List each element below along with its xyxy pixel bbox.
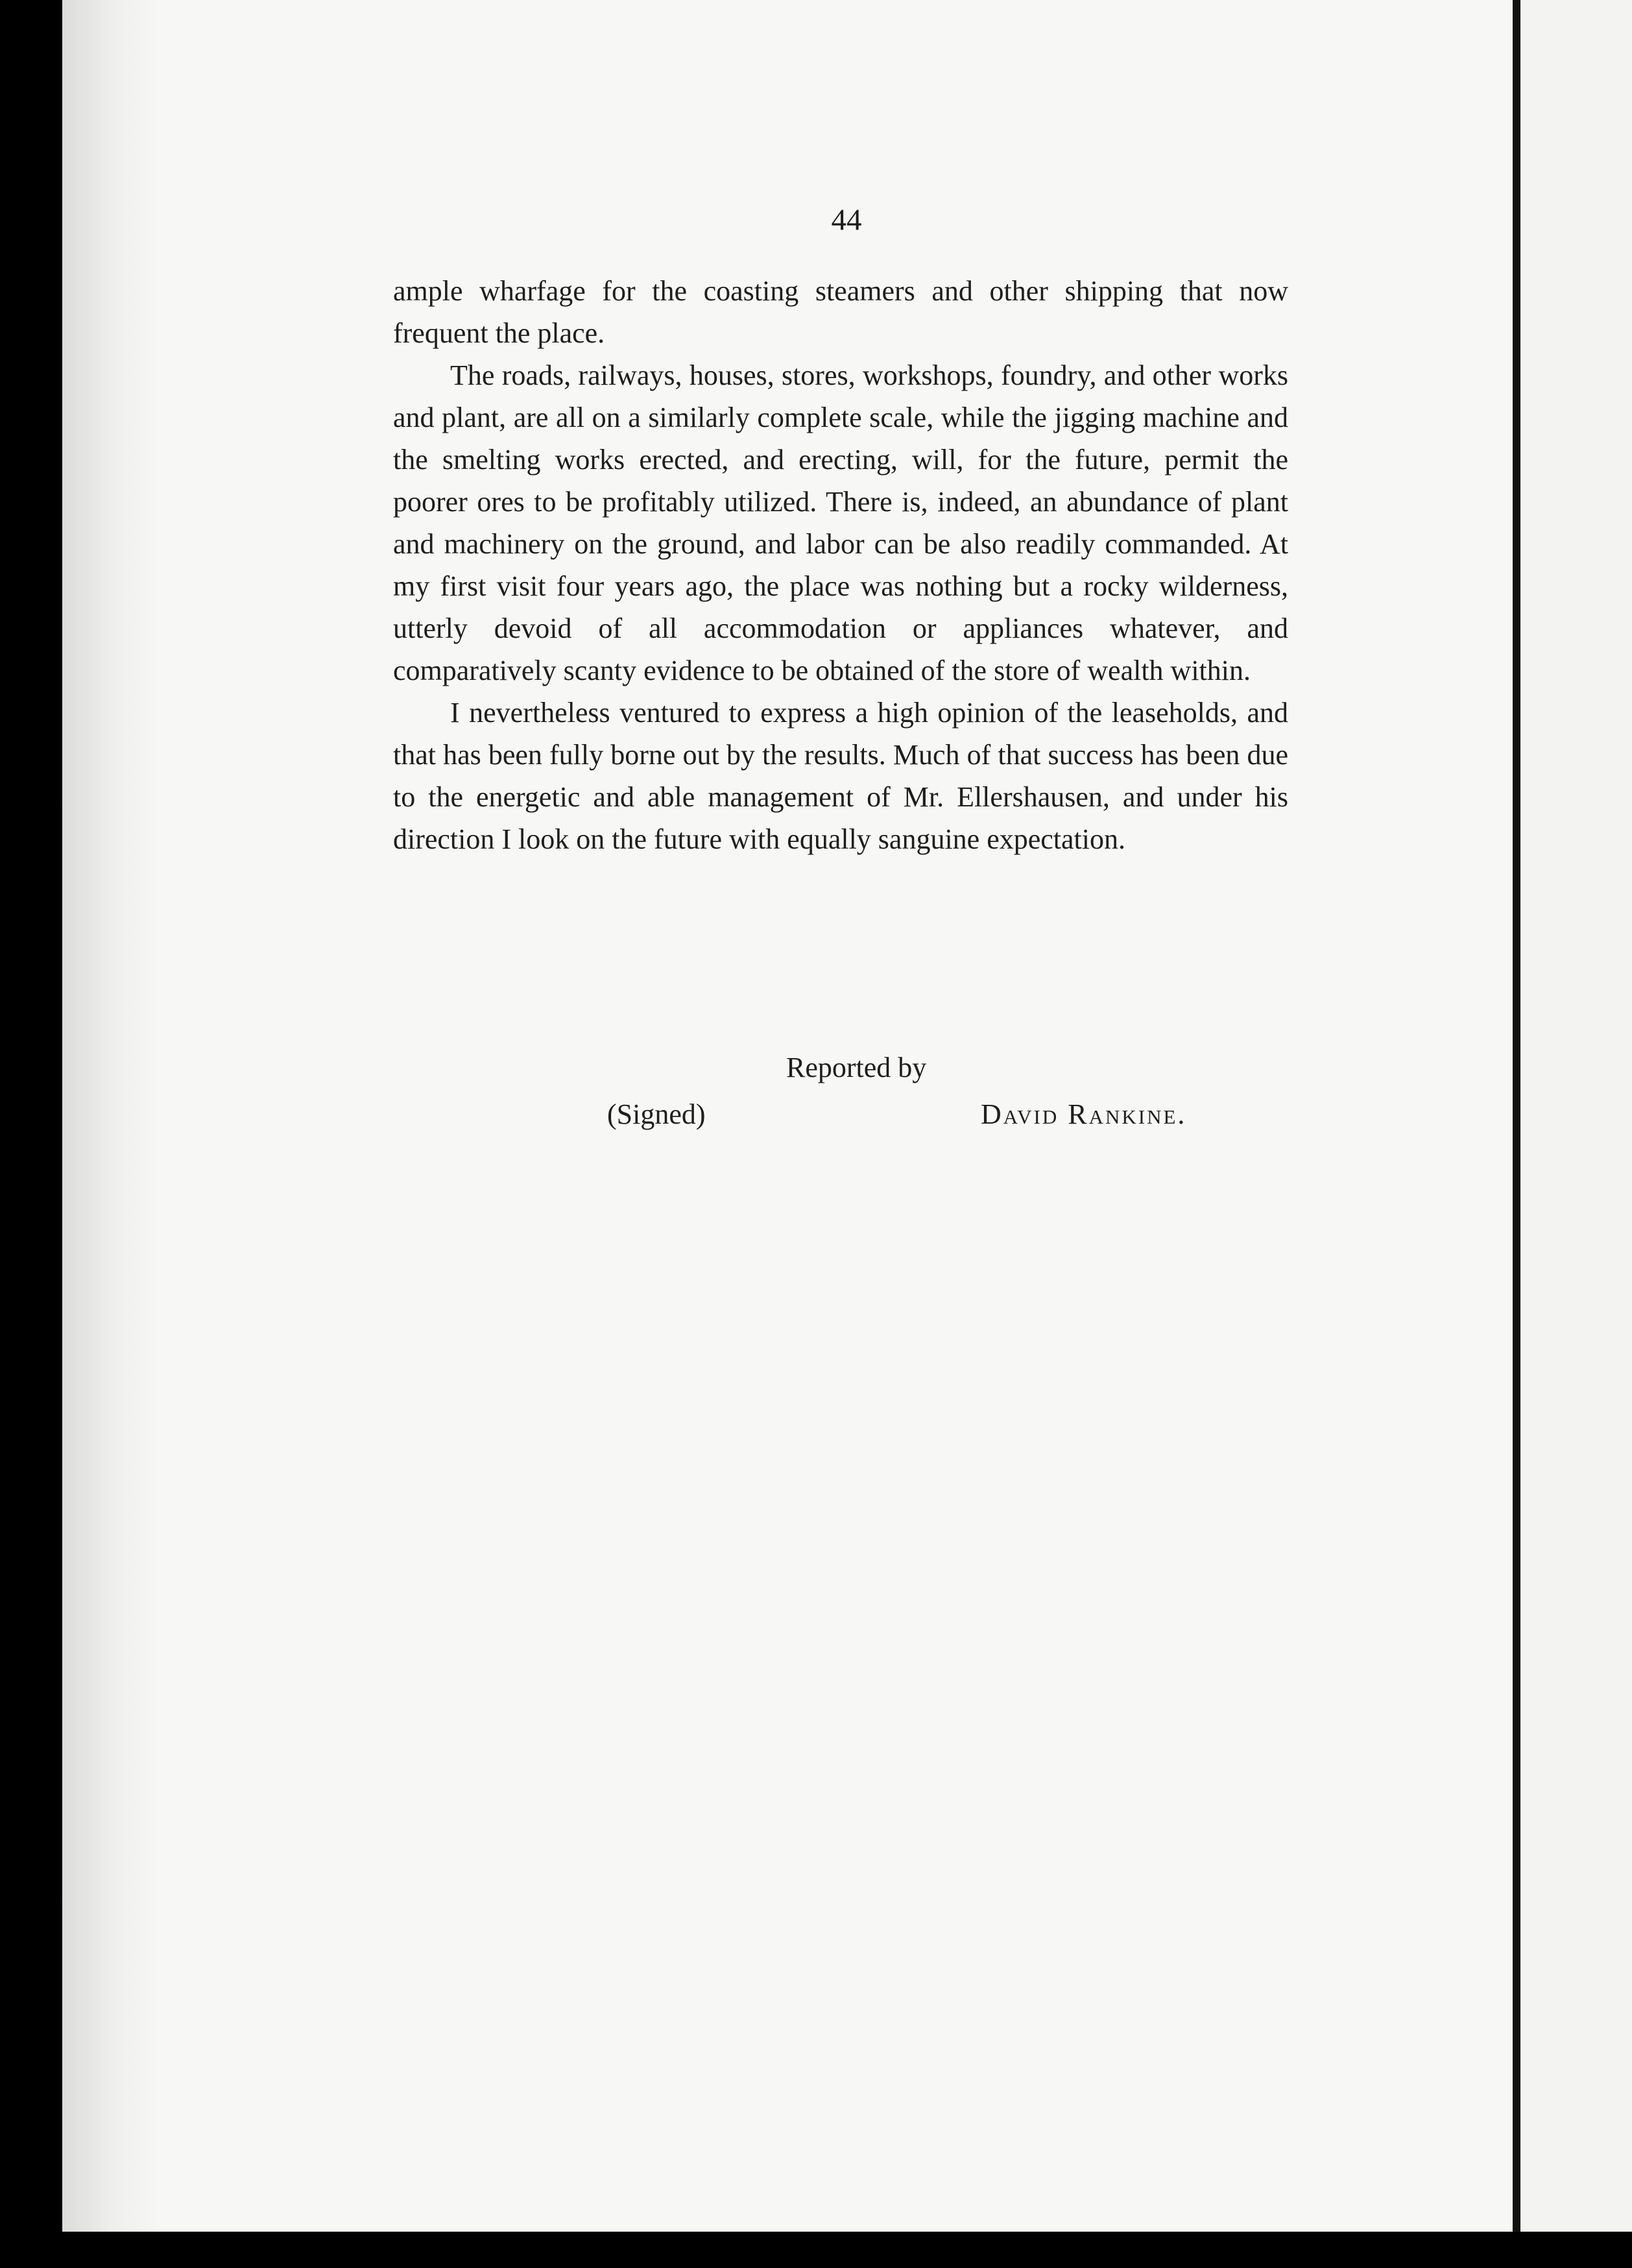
signed-label: (Signed)	[607, 1098, 706, 1130]
paragraph: The roads, railways, houses, stores, workshops, foundry, and other works and plant, are all on a similarly complete scale, while the jigging machine and the smelting works erected, and erecting, will, for the future, permit the poorer ores to be profitably utilized. There is, indeed, an abundance of plant and machinery on the ground, and labor can be also readily commanded. At my first visit four years ago, the place was nothing but a rocky wilderness, utterly devoid of all accommodation or appliances whatever, and comparatively scanty evidence to be obtained of the store of wealth within.	[393, 359, 1288, 686]
scan-border	[0, 2232, 1632, 2268]
reported-by-line: Reported by	[786, 1052, 927, 1083]
paragraph: ample wharfage for the coasting steamers and other shipping that now frequent the place.	[393, 275, 1288, 349]
paragraph: I nevertheless ventured to express a high opinion of the leaseholds, and that has been fully borne out by the results. Much of that success has been due to the energetic and able management of Mr. Ellershausen, and under his direction I look on the future with equally sanguine expectation.	[393, 697, 1288, 855]
signer-name: David Rankine.	[981, 1098, 1187, 1130]
page-edge	[1513, 0, 1520, 2268]
body-text	[393, 270, 1288, 860]
signature-block	[393, 1051, 1288, 1148]
facing-page-strip	[1520, 0, 1632, 2268]
binding-shadow	[62, 0, 160, 2232]
page-number: 44	[831, 203, 862, 237]
